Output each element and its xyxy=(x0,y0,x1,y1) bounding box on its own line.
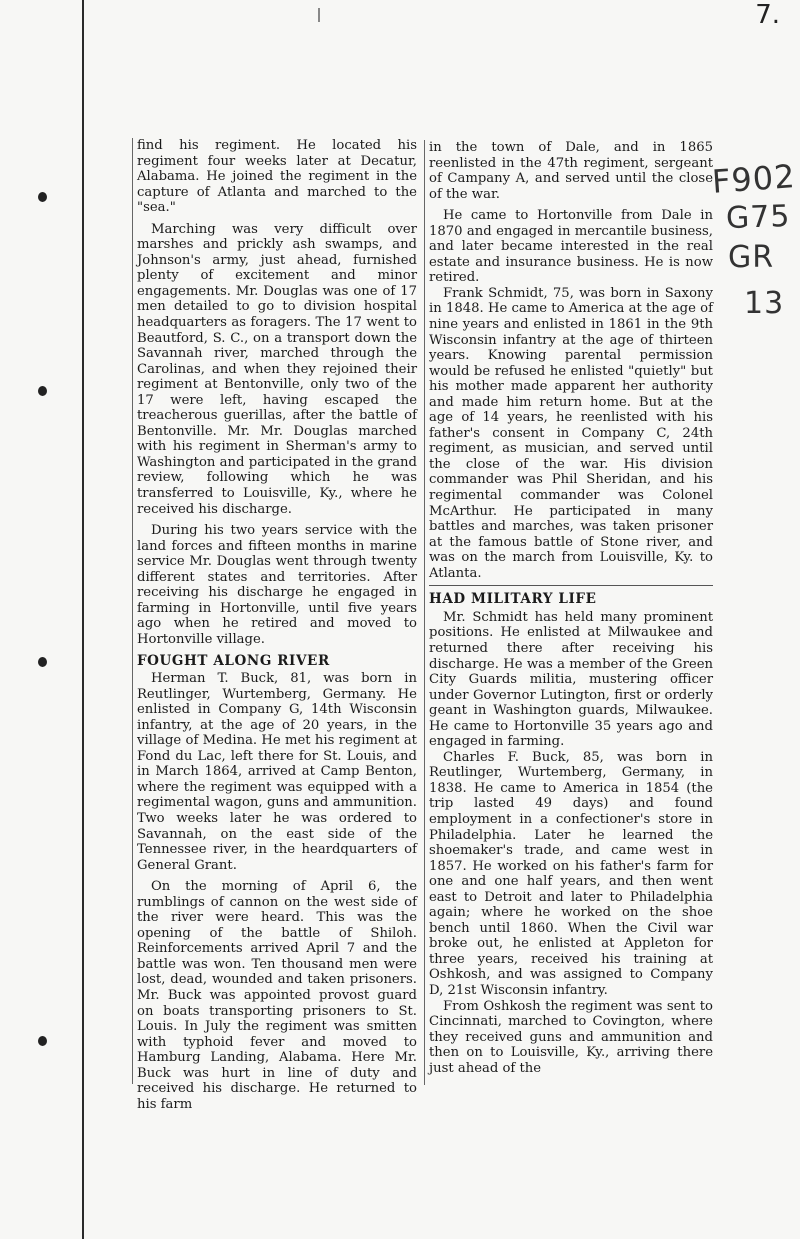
paragraph: Charles F. Buck, 85, was born in Reutlinger, Wurtemberg, Germany, in 1838. He came to America in 1854 (the trip lasted 49 days) and found employment in a confectioner's store in Philadelphia. Later he learned the shoemaker's trade, and came west in 1857. He worked on his father's farm for one and one half years, and then went east to Detroit and later to Philadelphia again; where he worked on the shoe bench until 1860. When the Civil war broke out, he enlisted at Appleton for three years, received his training at Oshkosh, and was assigned to Company D, 21st Wisconsin infantry. xyxy=(429,749,713,998)
article-column-right xyxy=(424,140,713,1085)
punch-hole-icon xyxy=(38,192,47,202)
punch-hole-icon xyxy=(38,386,47,396)
paragraph: find his regiment. He located his regiment four weeks later at Decatur, Alabama. He joined the regiment in the capture of Atlanta and marched to the "sea." xyxy=(137,138,417,216)
paragraph: He came to Hortonville from Dale in 1870 and engaged in mercantile business, and later became interested in the real estate and insurance business. He is now retired. xyxy=(429,208,713,286)
section-headline: FOUGHT ALONG RIVER xyxy=(137,652,330,669)
article-column-left xyxy=(132,138,417,1112)
paragraph: in the town of Dale, and in 1865 reenlisted in the 47th regiment, sergeant of Campany A, and served until the close of the war. xyxy=(429,140,713,202)
page-edge-line xyxy=(82,0,84,1239)
paragraph: During his two years service with the land forces and fifteen months in marine service Mr. Douglas went through twenty different states and territories. After receiving his discharge he engaged in farming in Hortonville, until five years ago when he retired and moved to Hortonville village. xyxy=(137,523,417,647)
handwritten-annotation: 13 xyxy=(744,286,785,321)
paragraph: Marching was very difficult over marshes and prickly ash swamps, and Johnson's army, just ahead, furnished plenty of excitement and minor engagements. Mr. Douglas was one of 17 men detailed to go to division hospital headquarters as foragers. The 17 went to Beautford, S. C., on a transport down the Savannah river, marched through the Carolinas, and when they rejoined their regiment at Bentonville, only two of the 17 were left, having escaped the treacherous guerillas, after the battle of Bentonville. Mr. Mr. Douglas marched with his regiment in Sherman's army to Washington and participated in the grand review, following which he was transferred to Louisville, Ky., where he received his discharge. xyxy=(137,221,417,517)
paragraph: Mr. Schmidt has held many prominent positions. He enlisted at Milwaukee and returned there after receiving his discharge. He was a member of the Green City Guards militia, mustering officer under Governor Lutington, first or orderly geant in Washington guards, Milwaukee. He came to Hortonville 35 years ago and engaged in farming. xyxy=(429,609,713,750)
divider xyxy=(429,585,713,586)
page-number: 7. xyxy=(755,0,780,30)
section-headline: HAD MILITARY LIFE xyxy=(429,591,597,608)
paragraph: From Oshkosh the regiment was sent to Cincinnati, marched to Covington, where they received guns and ammunition and then on to Louisville, Ky., arriving there just ahead of the xyxy=(429,998,713,1076)
handwritten-annotation: F902 xyxy=(710,157,797,201)
paragraph: On the morning of April 6, the rumblings of cannon on the west side of the river were heard. This was the opening of the battle of Shiloh. Reinforcements arrived April 7 and the battle was won. Ten thousand men were lost, dead, wounded and taken prisoners. Mr. Buck was appointed provost guard on boats transporting prisoners to St. Louis. In July the regiment was smitten with typhoid fever and moved to Hamburg Landing, Alabama. Here Mr. Buck was hurt in line of duty and received his discharge. He returned to his farm xyxy=(137,879,417,1112)
handwritten-annotation: GR xyxy=(728,240,775,275)
handwritten-annotation: G75 xyxy=(725,198,792,237)
punch-hole-icon xyxy=(38,1036,47,1046)
fold-mark xyxy=(318,8,320,22)
paragraph: Frank Schmidt, 75, was born in Saxony in 1848. He came to America at the age of nine years and enlisted in 1861 in the 9th Wisconsin infantry at the age of thirteen years. Knowing parental permission would be refused he enlisted "quietly" but his mother made apparent her authority and made him return home. But at the age of 14 years, he reenlisted with his father's consent in Company C, 24th regiment, as musician, and served until the close of the war. His division commander was Phil Sheridan, and his regimental commander was Colonel McArthur. He participated in many battles and marches, was taken prisoner at the famous battle of Stone river, and was on the march from Louisville, Ky. to Atlanta. xyxy=(429,285,713,581)
punch-hole-icon xyxy=(38,657,47,667)
paragraph: Herman T. Buck, 81, was born in Reutlinger, Wurtemberg, Germany. He enlisted in Company G, 14th Wisconsin infantry, at the age of 20 years, in the village of Medina. He met his regiment at Fond du Lac, left there for St. Louis, and in March 1864, arrived at Camp Benton, where the regiment was equipped with a regimental wagon, guns and ammunition. Two weeks later he was ordered to Savannah, on the east side of the Tennessee river, in the heardquarters of General Grant. xyxy=(137,671,417,873)
